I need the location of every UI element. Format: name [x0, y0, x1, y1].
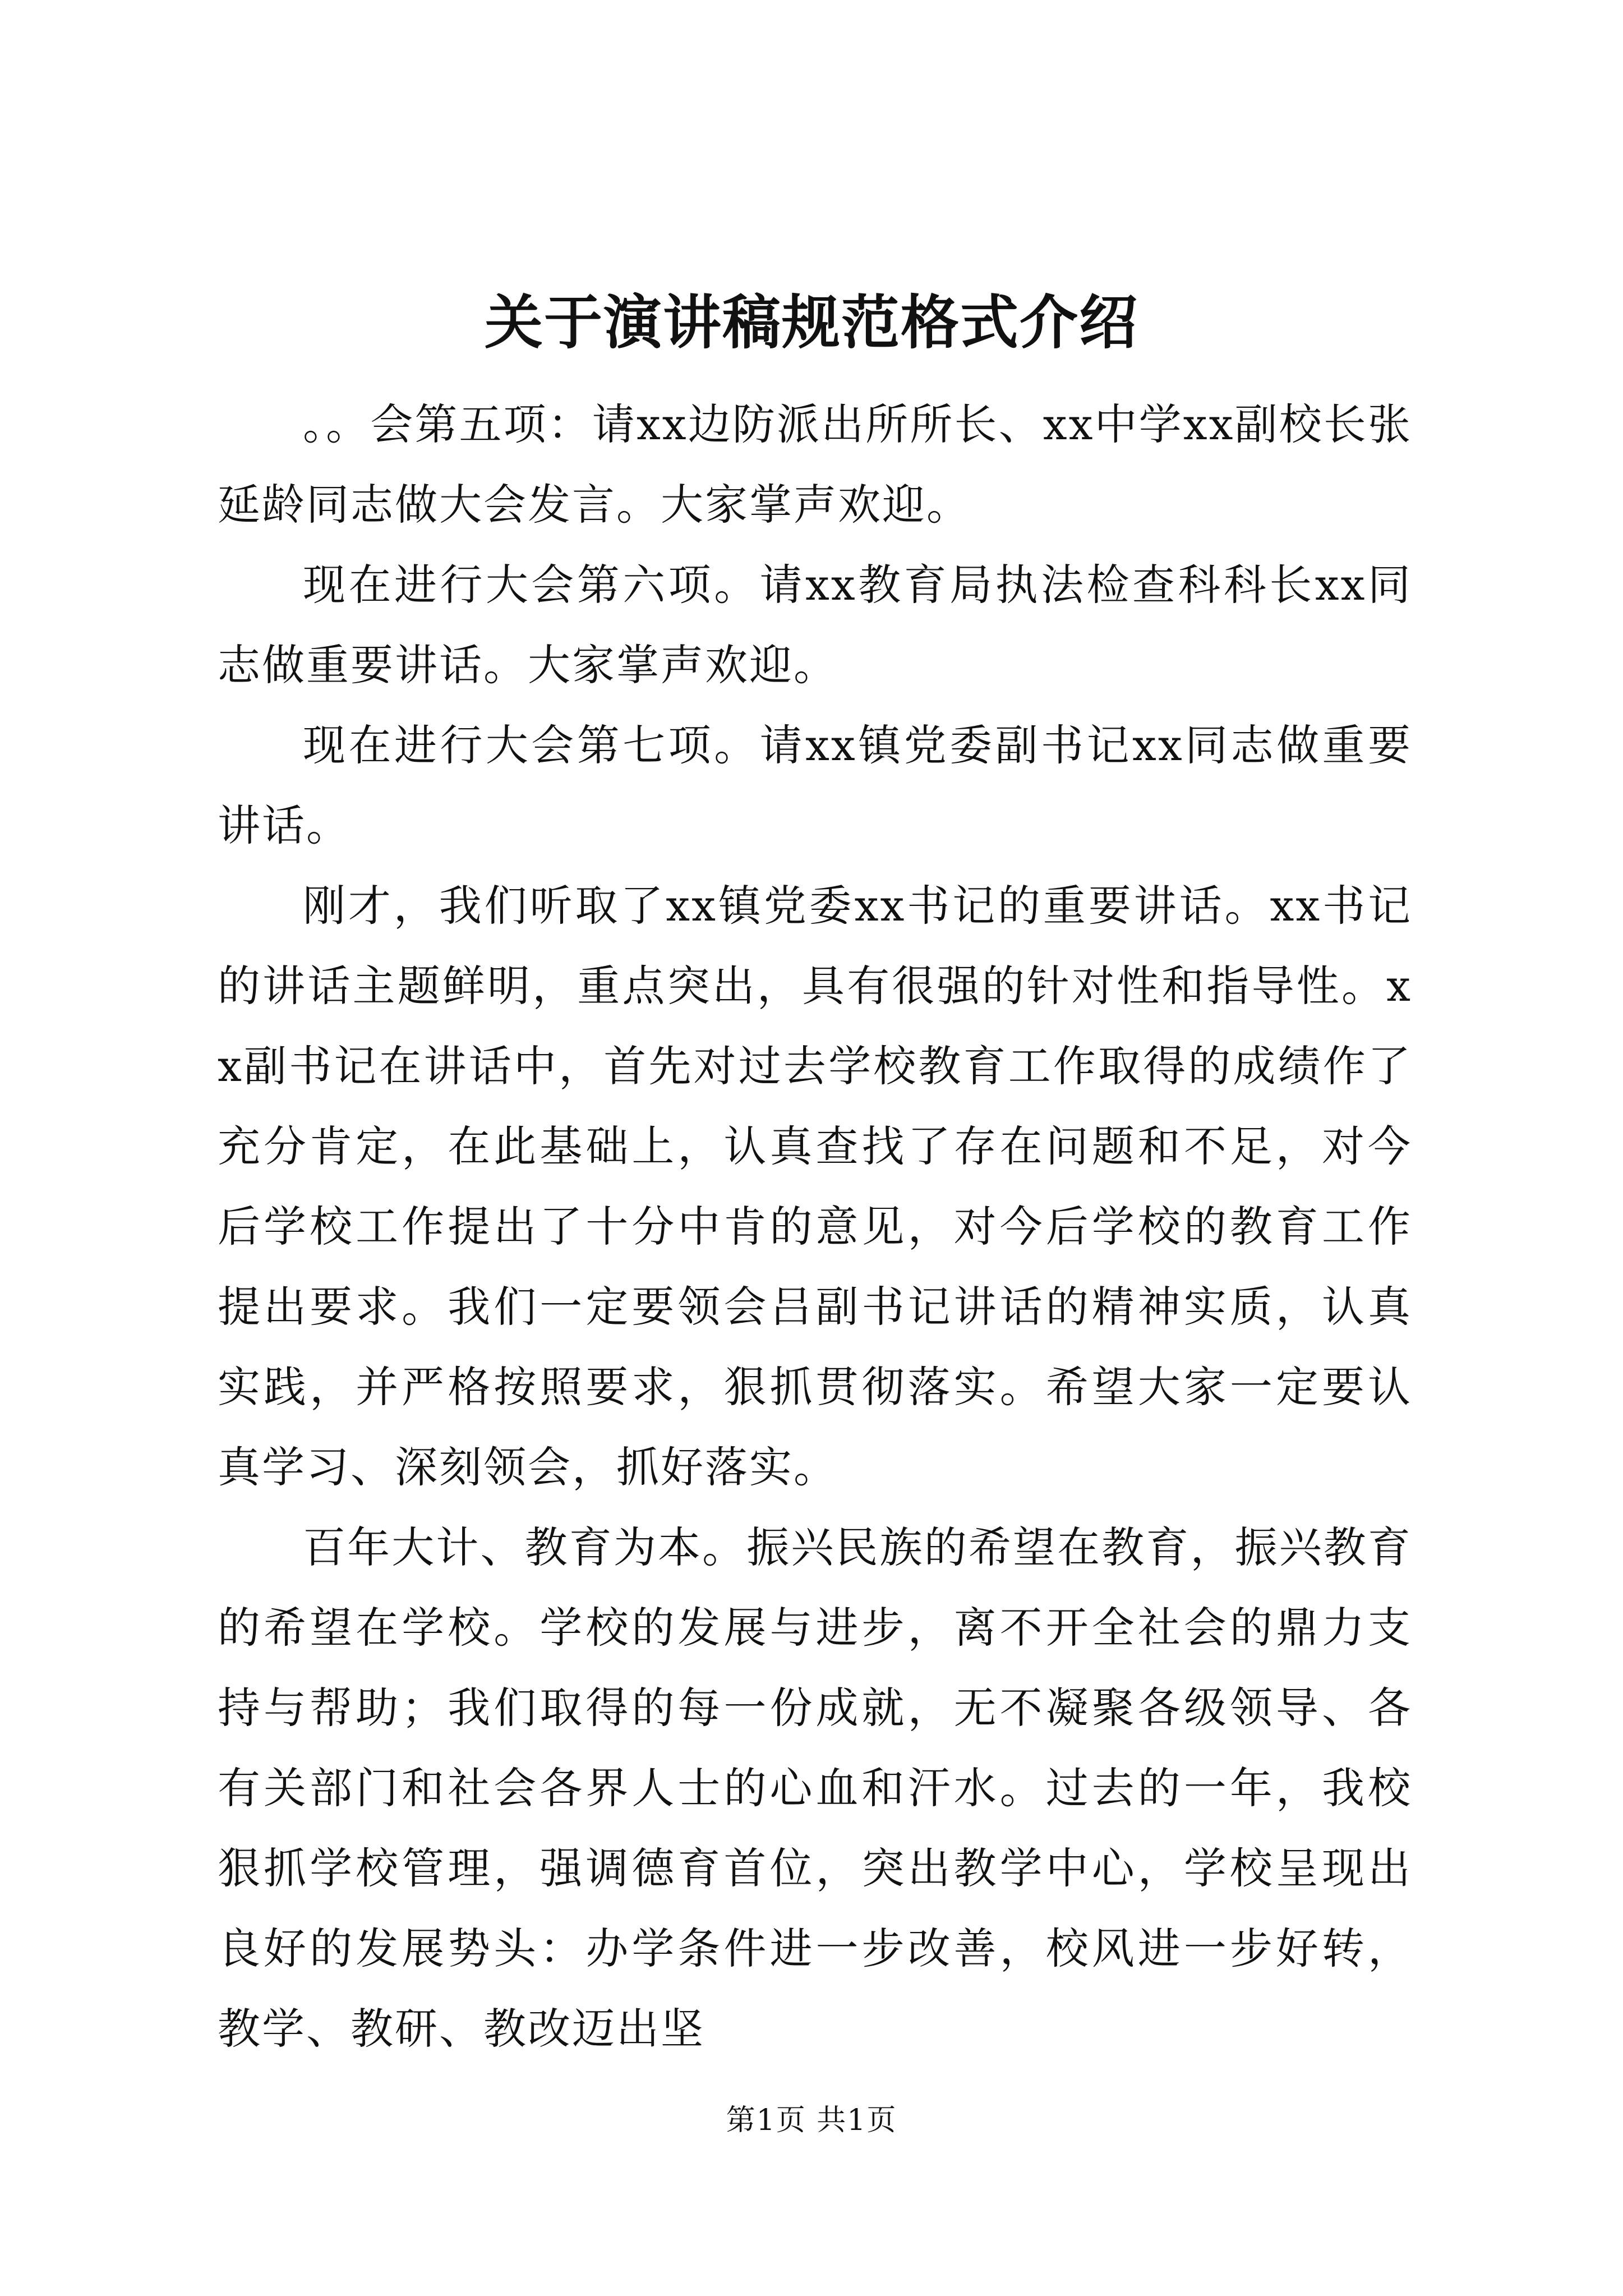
paragraph-1: 。。会第五项：请xx边防派出所所长、xx中学xx副校长张延龄同志做大会发言。大家掌声欢迎。	[218, 399, 1412, 530]
paragraph-2: 现在进行大会第六项。请xx教育局执法检查科科长xx同志做重要讲话。大家掌声欢迎。	[218, 560, 1412, 690]
paragraph-3: 现在进行大会第七项。请xx镇党委副书记xx同志做重要讲话。	[218, 720, 1412, 850]
paragraph-4: 刚才，我们听取了xx镇党委xx书记的重要讲话。xx书记的讲话主题鲜明，重点突出，具有很强的针对性和指导性。xx副书记在讲话中，首先对过去学校教育工作取得的成绩作了充分肯定，在此基础上，认真查找了存在问题和不足，对今后学校工作提出了十分中肯的意见，对今后学校的教育工作提出要求。我们一定要领会吕副书记讲话的精神实质，认真实践，并严格按照要求，狠抓贯彻落实。希望大家一定要认真学习、深刻领会，抓好落实。	[218, 881, 1412, 1492]
document-title: 关于演讲稿规范格式介绍	[484, 288, 1138, 357]
paragraph-5: 百年大计、教育为本。振兴民族的希望在教育，振兴教育的希望在学校。学校的发展与进步，离不开全社会的鼎力支持与帮助；我们取得的每一份成就，无不凝聚各级领导、各有关部门和社会各界人士的心血和汗水。过去的一年，我校狠抓学校管理，强调德育首位，突出教学中心，学校呈现出良好的发展势头：办学条件进一步改善，校风进一步好转，教学、教研、教改迈出坚	[218, 1522, 1412, 2054]
document-body	[218, 384, 1412, 2069]
page-footer: 第1页 共1页	[726, 2104, 897, 2137]
